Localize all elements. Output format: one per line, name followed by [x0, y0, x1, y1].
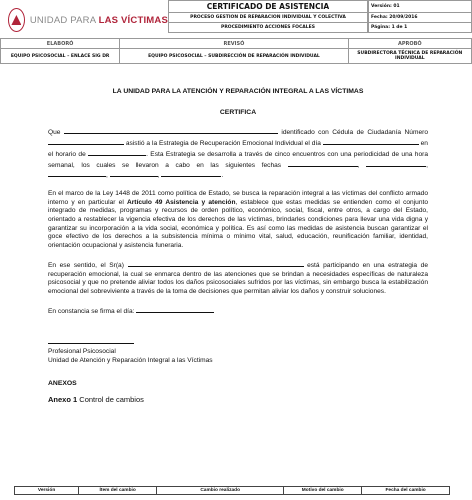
approvals-table: [0, 38, 472, 64]
logo: [8, 6, 168, 34]
day-blank[interactable]: [323, 138, 419, 145]
date-blank-3[interactable]: [48, 170, 106, 177]
document-title: CERTIFICADO DE ASISTENCIA: [169, 1, 368, 13]
col-change: Cambio realizado: [157, 487, 284, 495]
elaboro-label: ELABORÓ: [1, 39, 120, 49]
paragraph-4: En constancia se firma el día:: [48, 306, 428, 317]
col-version: Versión: [15, 487, 79, 495]
col-item: Ítem del cambio: [79, 487, 157, 495]
document-body: [48, 66, 428, 405]
signature-role: Profesional Psicosocial: [48, 348, 116, 356]
schedule-blank[interactable]: [88, 149, 146, 156]
elaboro-value: EQUIPO PSICOSOCIAL – ENLACE SIG DR: [1, 49, 120, 64]
logo-text: UNIDAD PARA LAS VÍCTIMAS: [29, 14, 168, 26]
changes-table: [14, 486, 450, 495]
paragraph-2: En el marco de la Ley 1448 de 2011 como política de Estado, se busca la reparación integral a las víctimas del conflicto armado interno y en particular el Artículo 49 Asistencia y atención, establece que estas medidas se entienden como el conjunto integrado de medidas, programas y recursos de orden político, económico, social, fiscal, entre otros, a cargo del Estado, orientado a restablecer la vigencia efectiva de los derechos de las víctimas, brindarles condiciones para llevar una vida digna y garantizar su incorporación a la vida social, económica y política. Es así como las medidas de asistencia buscan garantizar el goce efectivo de los derechos a la subsistencia mínima o mínimo vital, salud, educación, reunificación familiar, identidad, orientación ocupacional y asistencia funeraria.: [48, 189, 429, 250]
reviso-value: EQUIPO PSICOSOCIAL – SUBDIRECCIÓN DE REPARACIÓN INDIVIDUAL: [120, 49, 348, 64]
name-blank[interactable]: [64, 127, 278, 134]
sign-date-blank[interactable]: [136, 306, 214, 313]
aprobo-value: SUBDIRECTORA TÉCNICA DE REPARACIÓN INDIVIDUAL: [348, 49, 471, 64]
anexos-heading: ANEXOS: [48, 379, 77, 387]
id-number-blank[interactable]: [48, 138, 124, 145]
sr-name-blank[interactable]: [128, 260, 304, 267]
col-reason: Motivo del cambio: [284, 487, 362, 495]
certifica-heading: CERTIFICA: [219, 108, 257, 116]
reviso-label: REVISÓ: [120, 39, 348, 49]
date-blank-4[interactable]: [110, 170, 158, 177]
body-title: LA UNIDAD PARA LA ATENCIÓN Y REPARACIÓN INTEGRAL A LAS VÍCTIMAS: [112, 88, 364, 95]
date-label: Fecha: 20/09/2016: [369, 13, 472, 23]
aprobo-label: APROBÓ: [348, 39, 471, 49]
date-blank-5[interactable]: [161, 170, 221, 177]
col-date: Fecha del cambio: [362, 487, 450, 495]
header-meta-table: [368, 0, 472, 33]
signature-line[interactable]: [48, 343, 134, 344]
anexo-1-heading: Anexo 1 Control de cambios: [48, 395, 144, 405]
date-blank-1[interactable]: [288, 160, 358, 167]
document-header: [0, 0, 472, 61]
changes-table-header: [15, 487, 450, 495]
paragraph-3: En ese sentido, el Sr(a) está participando en una estrategia de recuperación emocional, la cual se enmarca dentro de las atenciones que se brindan a necesidades específicas de naturaleza psicosocial y que no pretende aliviar todos los daños psicosociales sufridos por las víctimas, sin embargo busca la estabilización emocional del sobreviviente a través de la toma de decisiones que permitan aliviar los daños y construir soluciones.: [48, 261, 429, 295]
coat-of-arms-icon: [8, 8, 25, 32]
paragraph-1: Que identificado con Cédula de Ciudadanía Número asistió a la Estrategia de Recuperación Emocional Individual el día en el horario de . Esta Estrategia se desarrolla a través de cinco encuentros con una periodicidad de una hora semanal, los cuales se llevaron a cabo en las siguientes fechas , , , , .: [48, 129, 428, 180]
process-name: PROCESO GESTION DE REPARACION INDIVIDUAL Y COLECTIVA: [169, 13, 368, 23]
signature-entity: Unidad de Atención y Reparación Integral a las Víctimas: [48, 357, 213, 365]
date-blank-2[interactable]: [366, 160, 426, 167]
page-label: Página: 1 de 1: [369, 23, 472, 33]
procedure-name: PROCEDIMIENTO ACCIONES FOCALES: [169, 23, 368, 33]
version-label: Versión: 01: [369, 1, 472, 13]
header-center-table: [168, 0, 368, 33]
